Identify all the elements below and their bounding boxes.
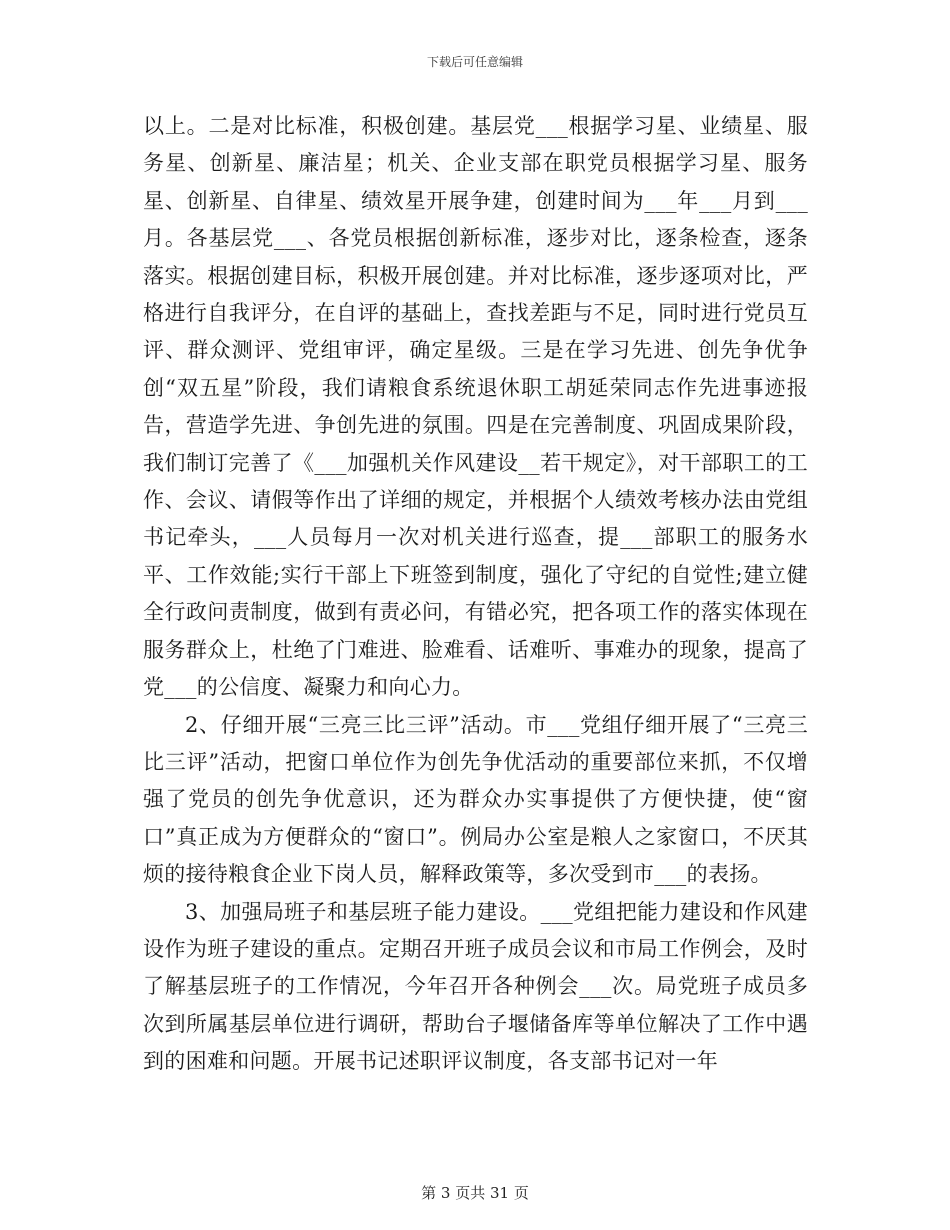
paragraph-item-2: 2、仔细开展“三亮三比三评”活动。市___党组仔细开展了“三亮三比三评”活动，把窗口单位作为创先争优活动的重要部位来抓，不仅增强了党员的创先争优意识，还为群众办实事提供了方便快捷，使“窗口”真正成为方便群众的“窗口”。例局办公室是粮人之家窗口，不厌其烦的接待粮食企业下岗人员，解释政策等，多次受到市___的表扬。	[143, 712, 808, 887]
document-body	[143, 108, 808, 1081]
page-number-footer: 第 3 页共 31 页	[421, 1184, 529, 1202]
paragraph-item-3: 3、加强局班子和基层班子能力建设。___党组把能力建设和作风建设作为班子建设的重点。定期召开班子成员会议和市局工作例会，及时了解基层班子的工作情况，今年召开各种例会___次。局党班子成员多次到所属基层单位进行调研，帮助台子堰储备库等单位解决了工作中遇到的困难和问题。开展书记述职评议制度，各支部书记对一年	[143, 899, 808, 1074]
paragraph-continued: 以上。二是对比标准，积极创建。基层党___根据学习星、业绩星、服务星、创新星、廉洁星；机关、企业支部在职党员根据学习星、服务星、创新星、自律星、绩效星开展争建，创建时间为___年___月到___月。各基层党___、各党员根据创新标准，逐步对比，逐条检查，逐条落实。根据创建目标，积极开展创建。并对比标准，逐步逐项对比，严格进行自我评分，在自评的基础上，查找差距与不足，同时进行党员互评、群众测评、党组审评，确定星级。三是在学习先进、创先争优争创“双五星”阶段，我们请粮食系统退休职工胡延荣同志作先进事迹报告，营造学先进、争创先进的氛围。四是在完善制度、巩固成果阶段，我们制订完善了《___加强机关作风建设__若干规定》，对干部职工的工作、会议、请假等作出了详细的规定，并根据个人绩效考核办法由党组书记牵头，___人员每月一次对机关进行巡查，提___部职工的服务水平、工作效能;实行干部上下班签到制度，强化了守纪的自觉性;建立健全行政问责制度，做到有责必问，有错必究，把各项工作的落实体现在服务群众上，杜绝了门难进、脸难看、话难听、事难办的现象，提高了党___的公信度、凝聚力和向心力。	[143, 114, 808, 700]
page-header-note: 下载后可任意编辑	[426, 55, 523, 69]
